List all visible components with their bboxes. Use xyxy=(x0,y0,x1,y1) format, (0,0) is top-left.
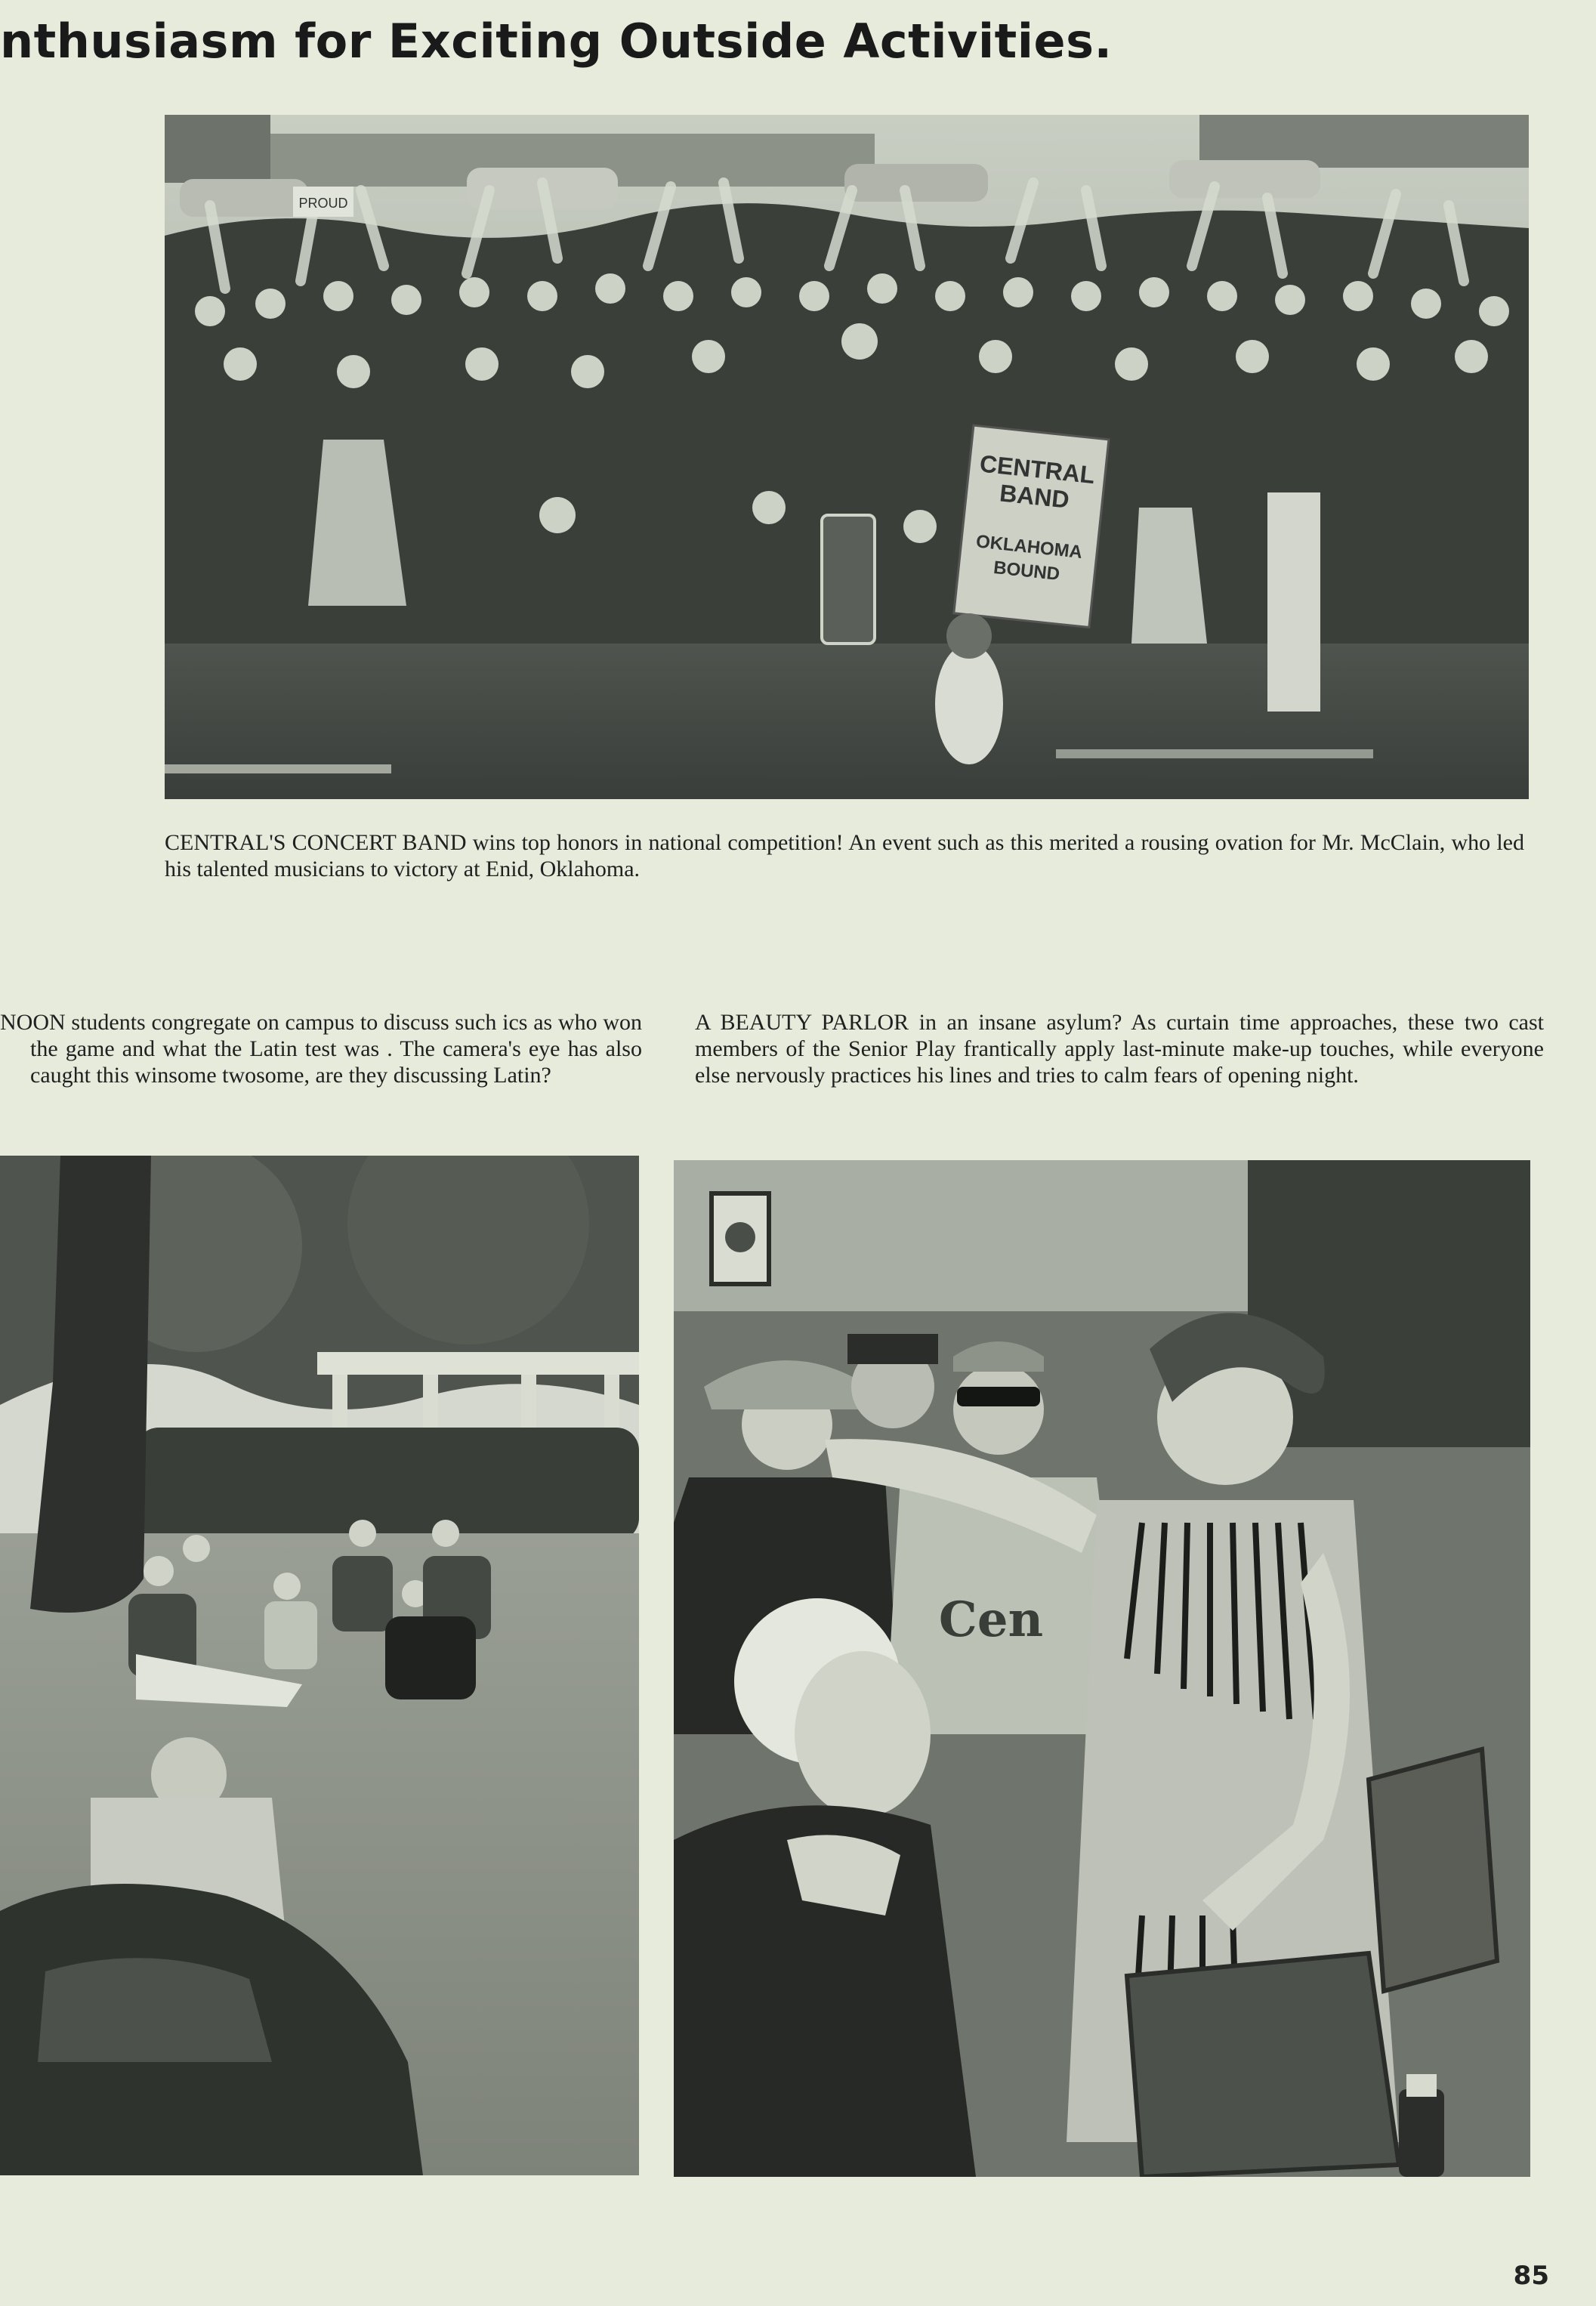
page-headline: nthusiasm for Exciting Outside Activities. xyxy=(0,14,1113,69)
beauty-caption: A BEAUTY PARLOR in an insane asylum? As curtain time approaches, these two cast members of the Senior Play frantically apply last-minute make-up touches, while everyone else nervously practices his lines and tries to calm fears of opening night. xyxy=(695,1010,1544,1088)
band-photo-sign-text: PROUD xyxy=(298,196,348,211)
page-number: 85 xyxy=(1513,2261,1549,2291)
noon-caption: NOON students congregate on campus to discuss such ics as who won the game and what the Latin test was . The camera's eye has also caught this winsome twosome, are they discussing Latin? xyxy=(0,1010,642,1088)
beauty-photo-sweater-text: Cen xyxy=(938,1591,1044,1648)
band-banner-line4: BOUND xyxy=(992,557,1061,585)
band-banner-line1: CENTRAL xyxy=(978,449,1097,489)
band-banner-line3: OKLAHOMA xyxy=(974,531,1084,563)
band-banner-line2: BAND xyxy=(998,479,1071,514)
band-photo xyxy=(165,115,1529,799)
noon-photo xyxy=(0,1156,639,2175)
beauty-photo xyxy=(674,1160,1530,2177)
band-caption: CENTRAL'S CONCERT BAND wins top honors in national competition! An event such as this merited a rousing ovation for Mr. McClain, who led his talented musicians to victory at Enid, Oklahoma. xyxy=(165,830,1524,881)
